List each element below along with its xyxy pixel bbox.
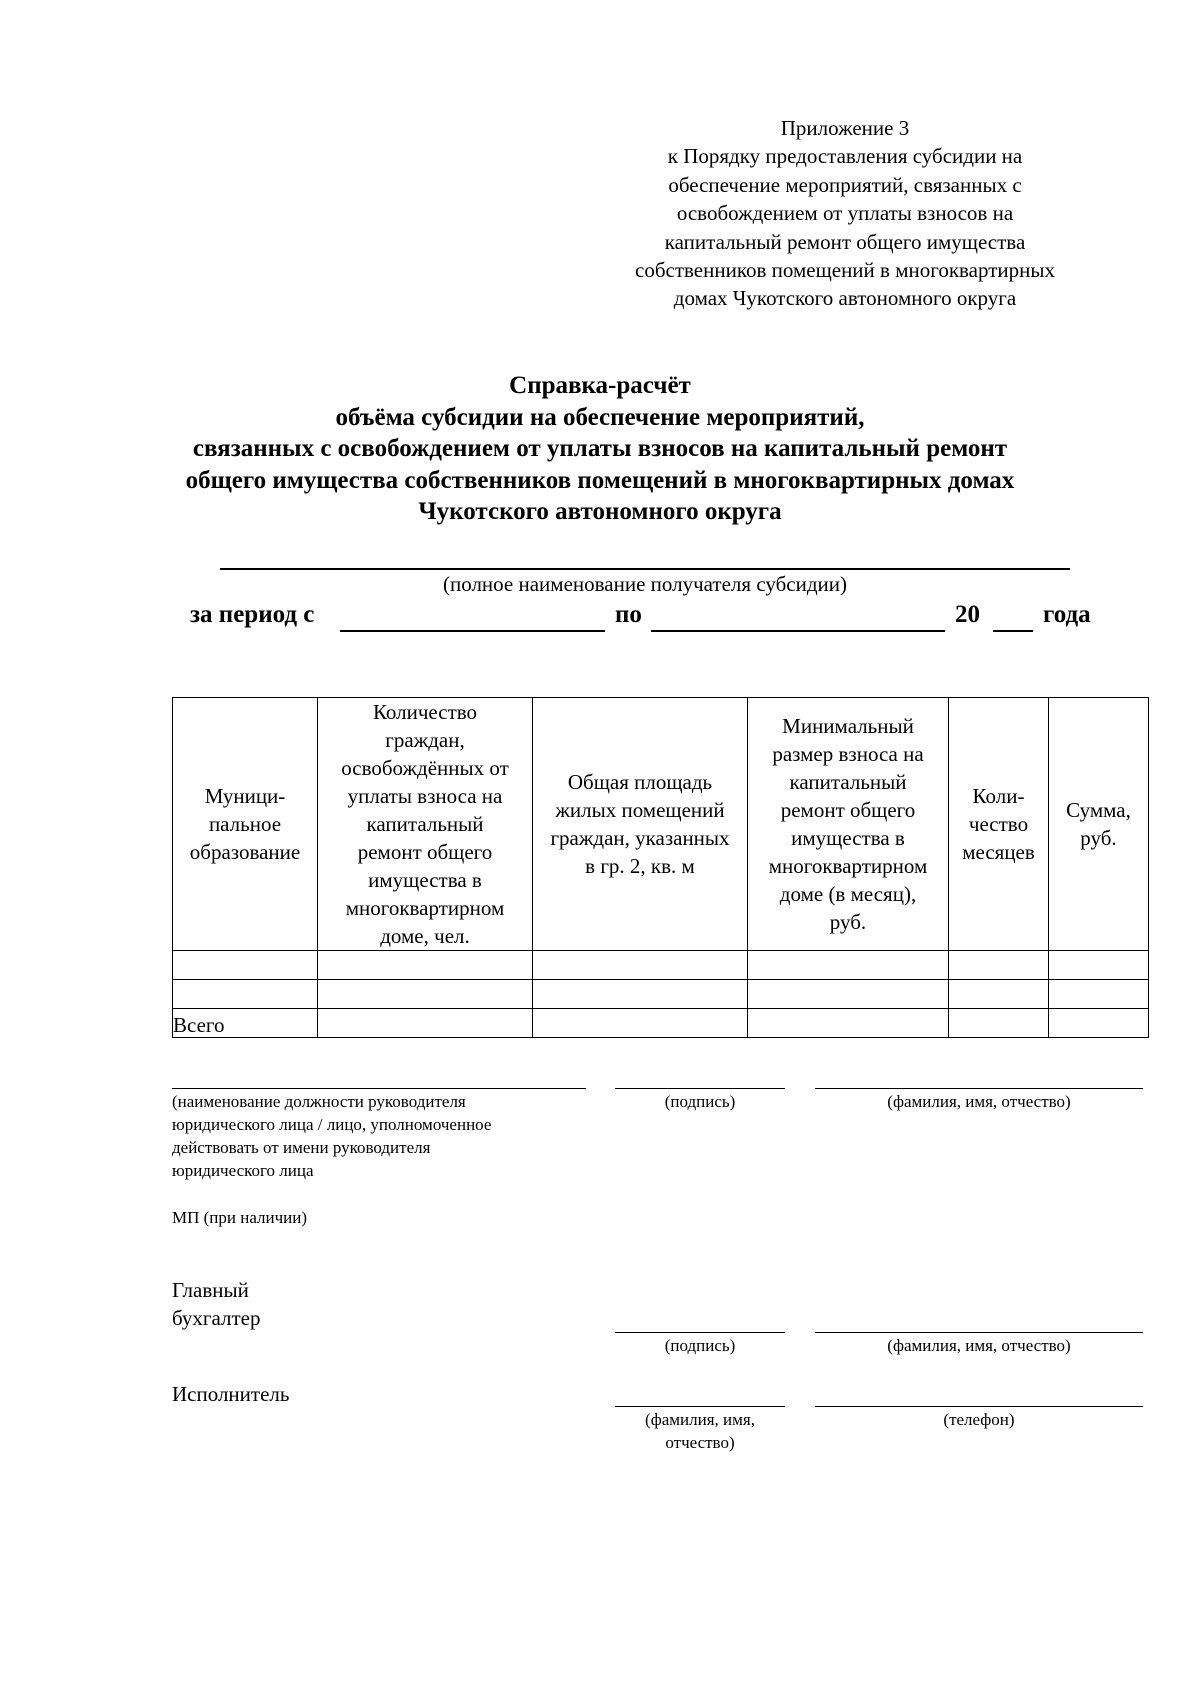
head-position-line — [172, 1088, 586, 1089]
table-cell[interactable] — [533, 951, 748, 980]
period-to-blank — [651, 630, 945, 632]
chief-accountant-label: Главный бухгалтер — [172, 1278, 261, 1330]
header-sum: Сумма, руб. — [1049, 698, 1149, 951]
table-cell[interactable] — [748, 951, 949, 980]
title-line: связанных с освобождением от уплаты взносов на капитальный ремонт — [192, 435, 1008, 462]
table-cell[interactable] — [949, 1009, 1049, 1038]
table-cell[interactable] — [318, 951, 533, 980]
head-position-caption: (наименование должности руководителя юридического лица / лицо, уполномоченное действовать от имени руководителя юридического лица — [172, 1092, 492, 1180]
appendix-line: к Порядку предоставления субсидии на — [667, 144, 1023, 169]
table-cell[interactable] — [748, 1009, 949, 1038]
header-min-contribution: Минимальный размер взноса на капитальный ремонт общего имущества в многоквартирном доме (в месяц), руб. — [748, 698, 949, 951]
period-from-blank — [340, 630, 605, 632]
appendix-line: домах Чукотского автономного округа — [673, 286, 1017, 311]
accountant-fio-caption: (фамилия, имя, отчество) — [887, 1336, 1071, 1355]
period-from-label: за период с — [190, 601, 315, 628]
period-to-label: по — [615, 601, 642, 628]
title-line: объёма субсидии на обеспечение мероприятий, — [335, 403, 865, 431]
period-year-suffix: года — [1043, 601, 1091, 628]
executor-phone-caption: (телефон) — [943, 1410, 1015, 1429]
head-fio-caption: (фамилия, имя, отчество) — [887, 1092, 1071, 1111]
header-total-area: Общая площадь жилых помещений граждан, указанных в гр. 2, кв. м — [533, 698, 748, 951]
table-header-row — [173, 698, 1149, 951]
table-cell[interactable] — [1049, 1009, 1149, 1038]
header-citizens-count: Количество граждан, освобождённых от уплаты взноса на капитальный ремонт общего имущества в многоквартирном доме, чел. — [318, 698, 533, 951]
title-line: Чукотского автономного округа — [418, 498, 782, 525]
appendix-heading: Приложение 3 — [780, 116, 910, 140]
executor-label: Исполнитель — [172, 1382, 290, 1406]
table-row — [173, 951, 1149, 980]
appendix-line: собственников помещений в многоквартирных — [635, 258, 1055, 283]
document-title — [100, 370, 1100, 528]
recipient-caption: (полное наименование получателя субсидии) — [443, 572, 847, 596]
head-signature-line — [615, 1088, 785, 1089]
head-fio-line — [815, 1088, 1143, 1089]
table-cell[interactable] — [173, 980, 318, 1009]
accountant-signature-line — [615, 1332, 785, 1333]
executor-fio-caption: (фамилия, имя, отчество) — [645, 1410, 755, 1452]
total-label-cell: Всего — [173, 1009, 318, 1038]
title-line: общего имущества собственников помещений в многоквартирных домах — [185, 466, 1015, 494]
executor-phone-line — [815, 1406, 1143, 1407]
appendix-line: освобождением от уплаты взносов на — [676, 201, 1014, 226]
appendix-block — [600, 114, 1090, 313]
appendix-line: капитальный ремонт общего имущества — [664, 229, 1026, 254]
table-cell[interactable] — [949, 980, 1049, 1009]
accountant-fio-line — [815, 1332, 1143, 1333]
table-cell[interactable] — [949, 951, 1049, 980]
table-cell[interactable] — [748, 980, 949, 1009]
stamp-label: МП (при наличии) — [172, 1208, 308, 1227]
accountant-signature-caption: (подпись) — [664, 1336, 736, 1355]
calculation-table — [172, 697, 1149, 1038]
table-cell[interactable] — [318, 1009, 533, 1038]
recipient-name-line — [220, 568, 1070, 570]
period-year-prefix: 20 — [955, 601, 980, 628]
table-cell[interactable] — [173, 951, 318, 980]
table-cell[interactable] — [1049, 951, 1149, 980]
table-cell[interactable] — [1049, 980, 1149, 1009]
table-cell[interactable] — [533, 1009, 748, 1038]
executor-fio-line — [615, 1406, 785, 1407]
header-municipality: Муници- пальное образование — [173, 698, 318, 951]
title-line: Справка-расчёт — [509, 372, 691, 399]
head-signature-caption: (подпись) — [664, 1092, 736, 1111]
table-row — [173, 980, 1149, 1009]
period-year-blank — [993, 630, 1033, 632]
header-months: Коли- чество месяцев — [949, 698, 1049, 951]
table-total-row — [173, 1009, 1149, 1038]
table-cell[interactable] — [318, 980, 533, 1009]
table-cell[interactable] — [533, 980, 748, 1009]
appendix-line: обеспечение мероприятий, связанных с — [668, 172, 1022, 197]
